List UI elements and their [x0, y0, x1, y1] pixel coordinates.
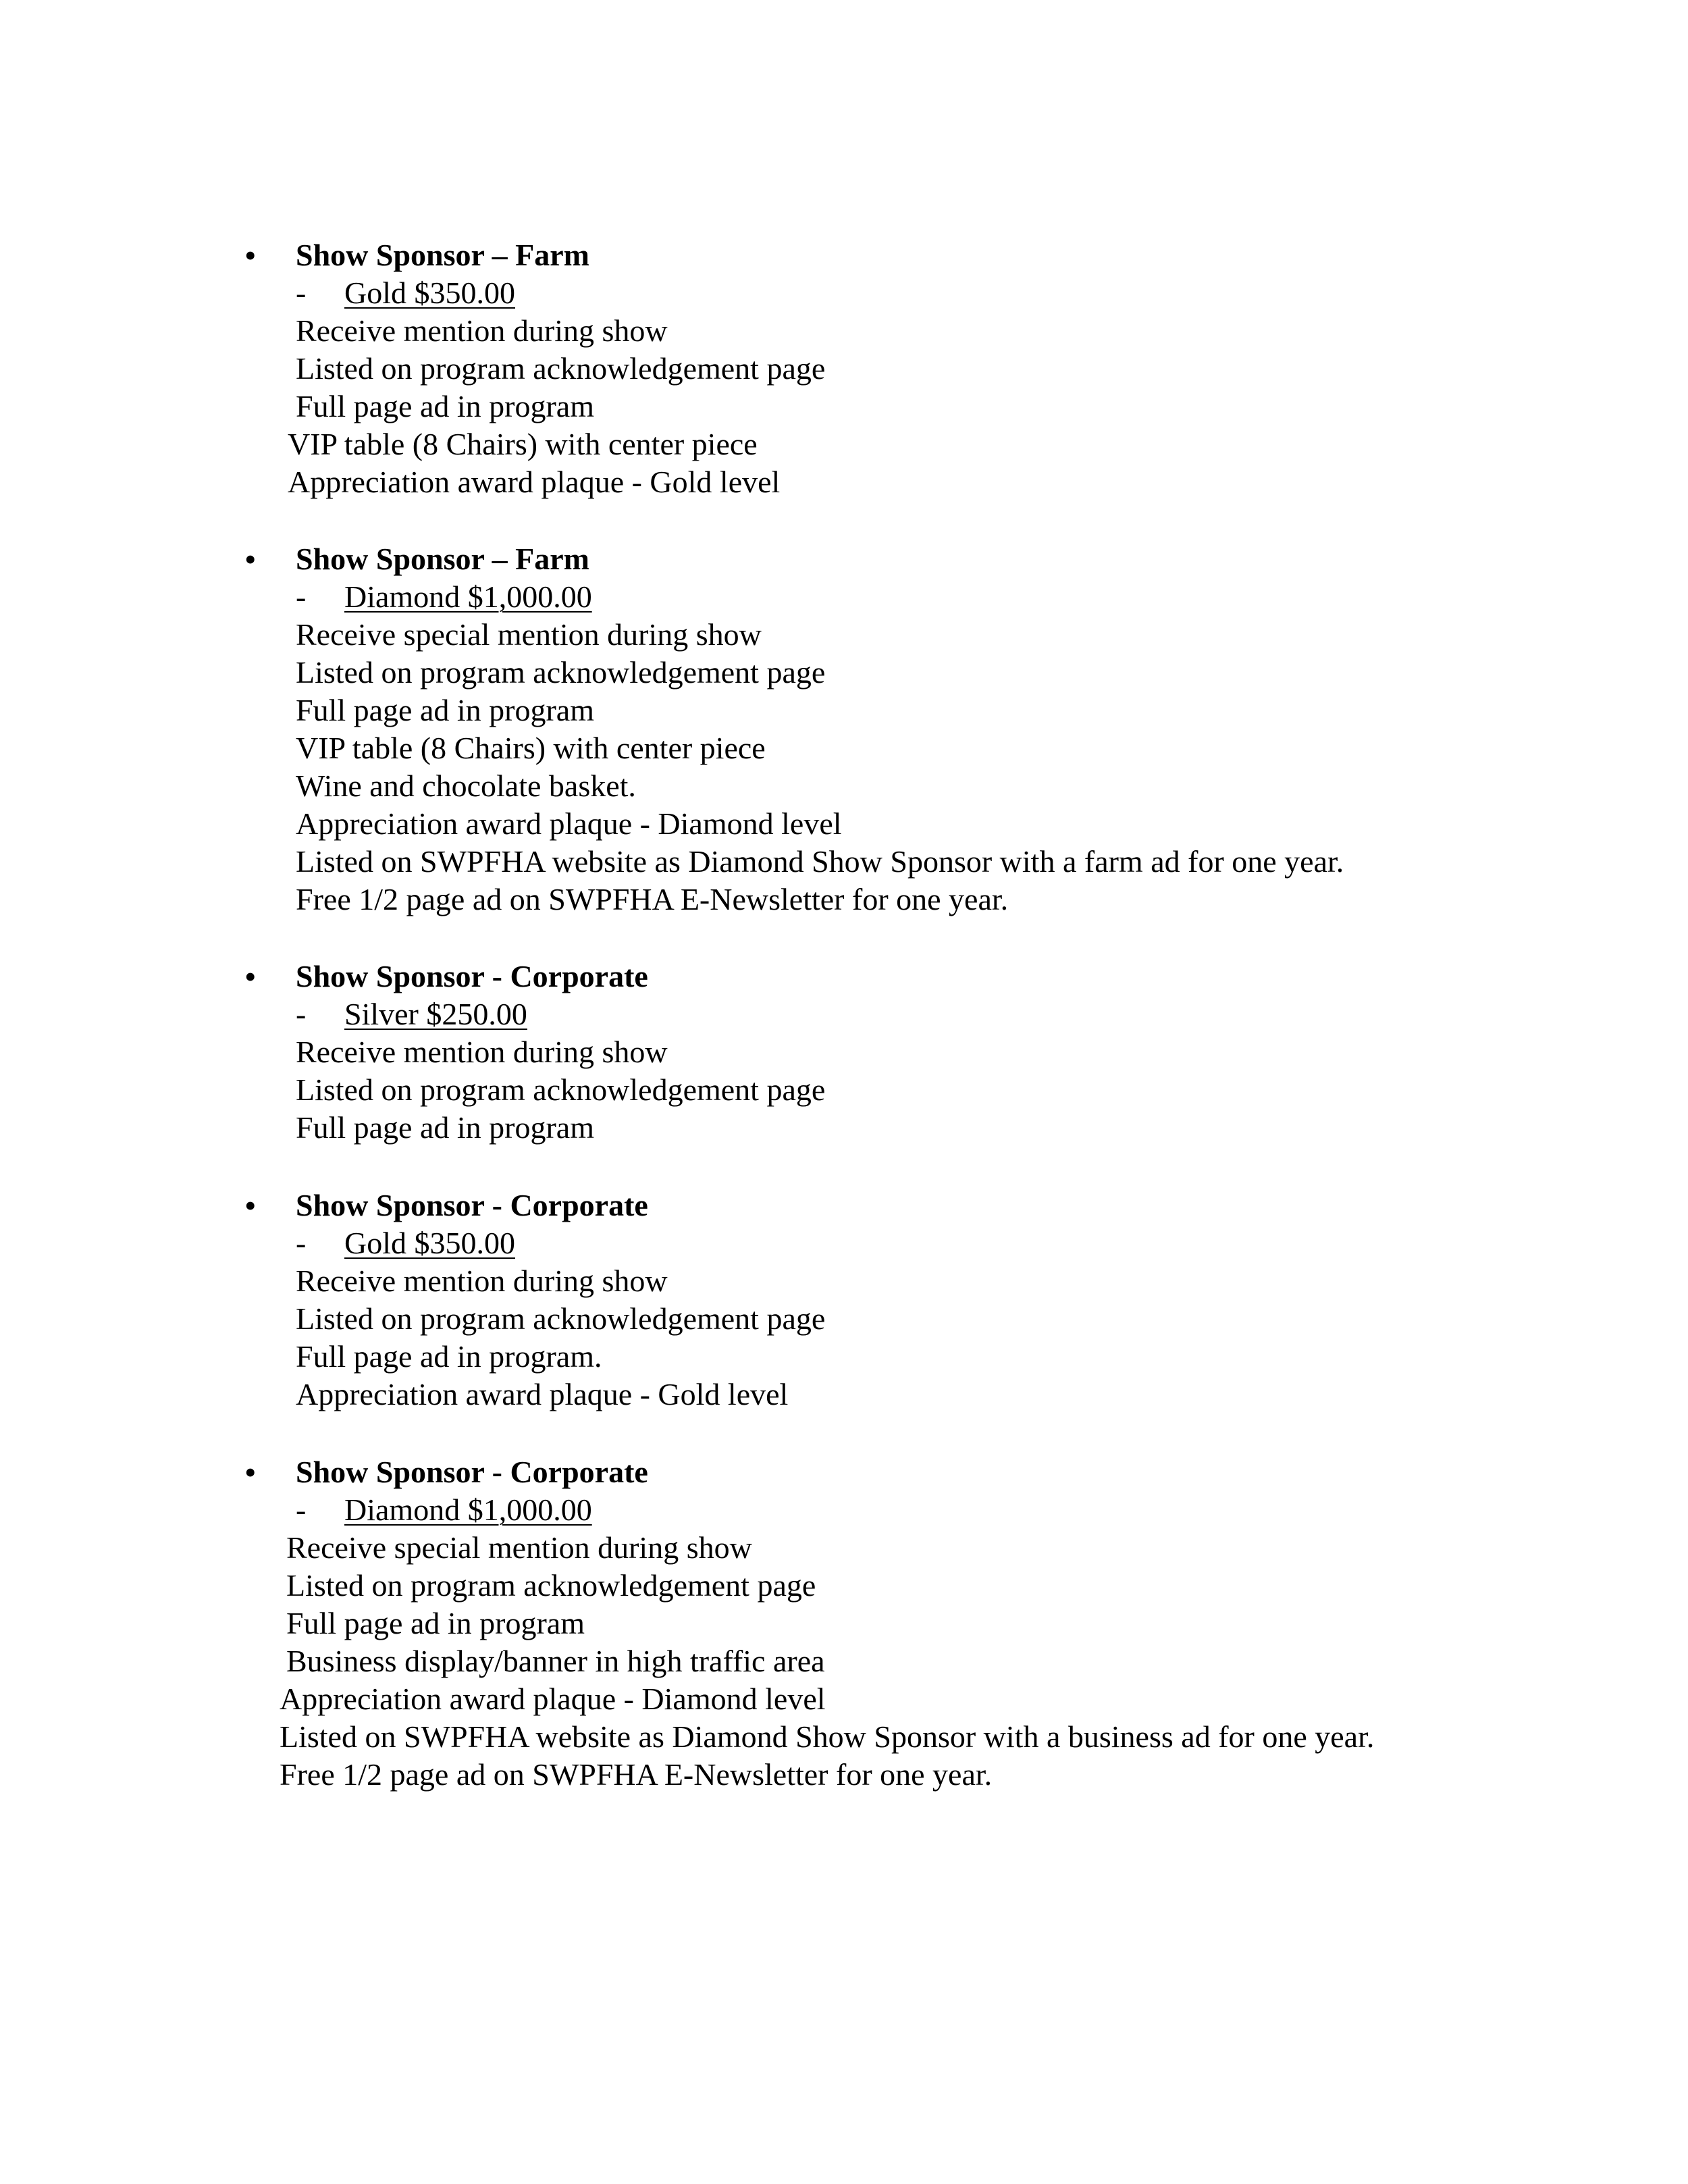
benefit-item: Full page ad in program. — [296, 1339, 602, 1374]
bullet-icon: • — [244, 1453, 257, 1491]
bullet-icon: • — [244, 958, 257, 995]
benefit-item: Listed on SWPFHA website as Diamond Show Sponsor with a business ad for one year. — [280, 1719, 1375, 1754]
benefit-item: Full page ad in program — [296, 693, 595, 727]
benefit-item: Full page ad in program — [296, 1110, 595, 1145]
benefit-item: Free 1/2 page ad on SWPFHA E-Newsletter for one year. — [296, 882, 1009, 916]
section-heading: Show Sponsor – Farm — [296, 238, 589, 272]
benefit-item: Listed on program acknowledgement page — [296, 351, 826, 386]
benefit-item: Wine and chocolate basket. — [296, 769, 636, 803]
tier-price: Diamond $1,000.00 — [344, 579, 592, 614]
tier-price: Gold $350.00 — [344, 276, 515, 310]
dash-marker: - — [296, 1226, 307, 1260]
tier-price: Diamond $1,000.00 — [344, 1492, 592, 1527]
benefit-item: Full page ad in program — [286, 1606, 585, 1640]
dash-marker: - — [296, 1492, 307, 1527]
benefit-item: Receive special mention during show — [286, 1530, 752, 1565]
benefit-item: Appreciation award plaque - Diamond level — [280, 1682, 826, 1716]
benefit-item: Listed on program acknowledgement page — [296, 1072, 826, 1107]
bullet-icon: • — [244, 540, 257, 578]
benefit-item: VIP table (8 Chairs) with center piece — [296, 731, 766, 765]
benefit-item: Listed on program acknowledgement page — [296, 655, 826, 690]
benefit-item: Listed on SWPFHA website as Diamond Show Sponsor with a farm ad for one year. — [296, 844, 1344, 879]
benefit-item: Appreciation award plaque - Gold level — [296, 1377, 789, 1411]
benefit-item: Listed on program acknowledgement page — [286, 1568, 816, 1603]
section-heading: Show Sponsor - Corporate — [296, 1455, 648, 1489]
benefit-item: Receive special mention during show — [296, 617, 762, 652]
benefit-item: Receive mention during show — [296, 313, 668, 348]
dash-marker: - — [296, 276, 307, 310]
benefit-item: Appreciation award plaque - Gold level — [288, 465, 781, 499]
benefit-item: VIP table (8 Chairs) with center piece — [288, 427, 758, 461]
benefit-item: Receive mention during show — [296, 1264, 668, 1298]
tier-price: Gold $350.00 — [344, 1226, 515, 1260]
section-heading: Show Sponsor - Corporate — [296, 959, 648, 993]
benefit-item: Receive mention during show — [296, 1035, 668, 1069]
dash-marker: - — [296, 997, 307, 1031]
tier-price: Silver $250.00 — [344, 997, 527, 1031]
benefit-item: Free 1/2 page ad on SWPFHA E-Newsletter for one year. — [280, 1757, 993, 1792]
benefit-item: Listed on program acknowledgement page — [296, 1301, 826, 1336]
section-heading: Show Sponsor – Farm — [296, 542, 589, 576]
benefit-item: Full page ad in program — [296, 389, 595, 423]
benefit-item: Appreciation award plaque - Diamond level — [296, 806, 842, 841]
bullet-icon: • — [244, 1187, 257, 1224]
bullet-icon: • — [244, 236, 257, 274]
benefit-item: Business display/banner in high traffic area — [286, 1644, 825, 1678]
dash-marker: - — [296, 579, 307, 614]
section-heading: Show Sponsor - Corporate — [296, 1188, 648, 1222]
